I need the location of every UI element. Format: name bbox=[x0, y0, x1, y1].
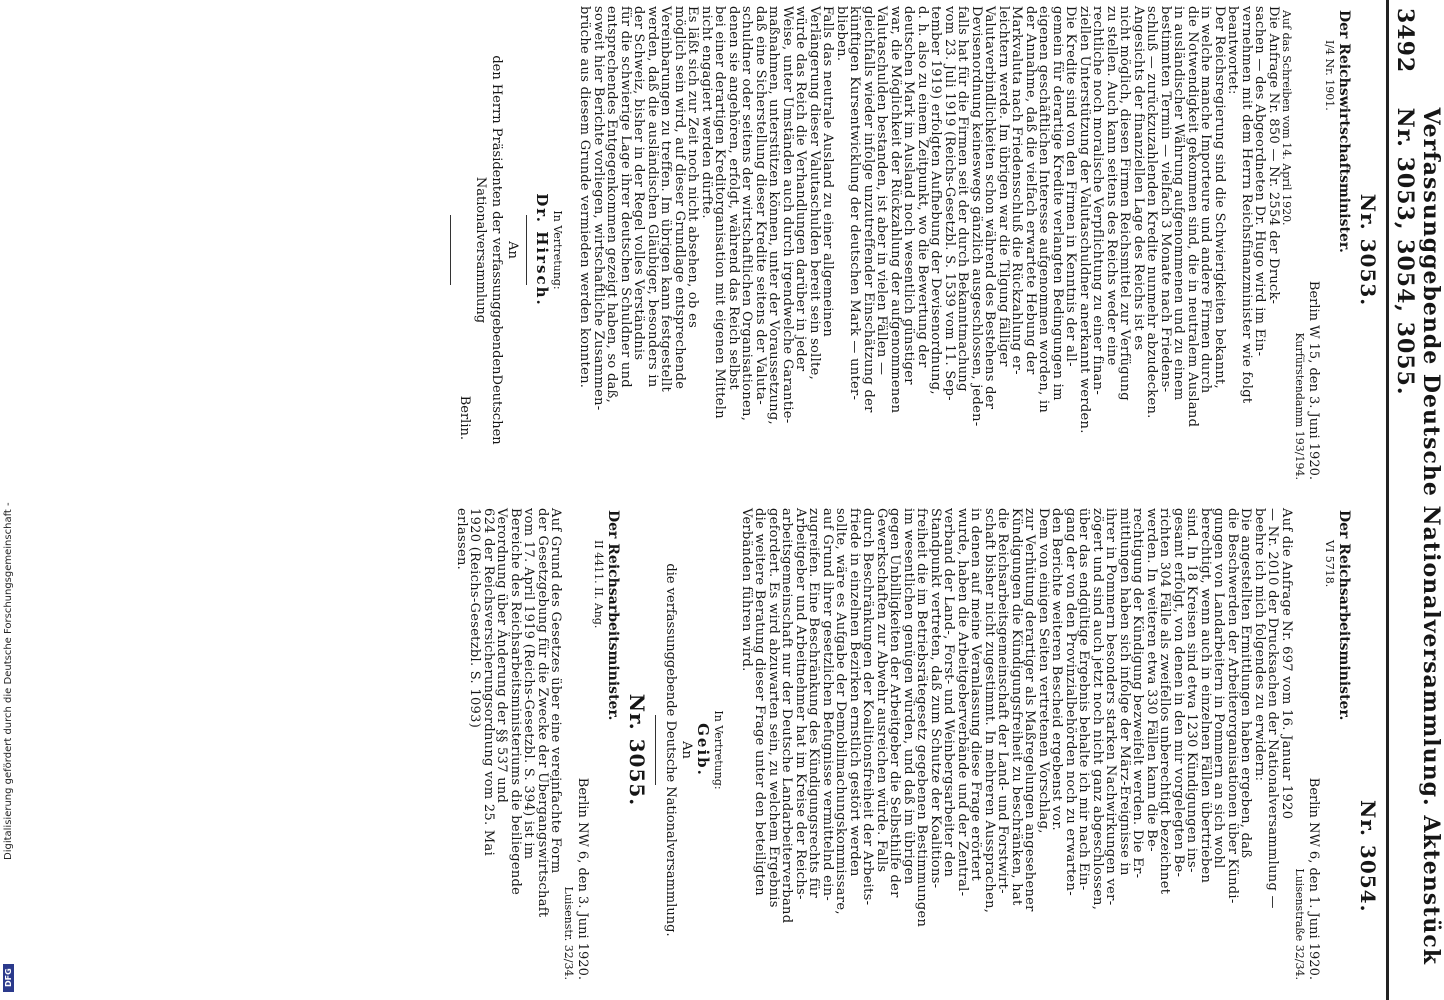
text-line: Vereinbarungen zu treffen. Im übrigen kann festgestellt bbox=[658, 6, 674, 393]
authority: Der Reichsarbeitsminister. bbox=[1336, 510, 1352, 721]
text-line: denen sie angehören, erfolgt, während das Reich selbst bbox=[726, 6, 741, 390]
text-line: wurde, haben die Arbeitgeberverbände und der Zentral- bbox=[955, 508, 970, 897]
text-line: Kündigungen die Kündigungsfreiheit zu beschränken, hat bbox=[1009, 508, 1024, 906]
right-column bbox=[455, 500, 1385, 1000]
text-line: maßnahmen, unterstützen können, unter der Voraussetzung, bbox=[766, 6, 782, 425]
text-line: Devisenordnung keineswegs gänzlich ausgeschlossen, jeden- bbox=[969, 6, 984, 427]
addressee-block bbox=[472, 0, 520, 500]
text-line: tember 1919) erfolgten Aufhebung der Devisenordnung, bbox=[928, 6, 944, 395]
street-address: Kurfürstendamm 193/194. bbox=[1293, 332, 1306, 480]
vertretung-label: In Vertretung: bbox=[551, 210, 564, 290]
text-line: brüche aus diesem Grunde vermieden werden konnten. bbox=[577, 6, 593, 389]
street-address: Luisenstraße 32/34. bbox=[1293, 868, 1306, 980]
reference-number: II 4411. II. Ang. bbox=[592, 540, 606, 629]
text-line: rechtliche noch moralische Verpflichtung zu einer finan- bbox=[1090, 6, 1106, 396]
text-line: gesamt erfolgt, von denen in den mir vorgelegten Be- bbox=[1171, 508, 1186, 878]
text-line: Die Anfrage Nr. 850 — Nr. 2554 der Druck- bbox=[1266, 6, 1281, 305]
text-line: ziellen Unterstützung der Valutaschuldner anerkannt werden. bbox=[1077, 6, 1092, 434]
text-line: Verlängerung dieser Valutaschulden bereit sein sollte, bbox=[807, 6, 822, 381]
paragraph bbox=[700, 0, 835, 500]
separator bbox=[656, 715, 657, 785]
dfg-logo: DFG bbox=[3, 964, 14, 992]
text-line: berechtigt, wenn auch in einzelnen Fällen übertrieben bbox=[1198, 508, 1213, 884]
text-line: arbeitsgemeinschaft nur der Deutsche Landarbeiterverband bbox=[779, 508, 795, 924]
reference-number: VI 5718. bbox=[1323, 540, 1336, 588]
text-line: über das endgültige Ergebnis behalte ich mir nach Ein- bbox=[1076, 508, 1092, 891]
paragraph bbox=[578, 0, 700, 500]
text-line: gungen von Landarbeitern in Pommern an sich wohl bbox=[1211, 508, 1227, 869]
document-number-3055: Nr. 3055. bbox=[625, 693, 650, 807]
text-line: Angesichts der finanziellen Lage des Reichs ist es bbox=[1131, 6, 1146, 351]
text-line: soweit hier Berichte vorliegen, wirtschaftliche Zusammen- bbox=[591, 6, 606, 411]
signature: Geib. bbox=[694, 723, 713, 777]
digitization-credit bbox=[3, 0, 14, 988]
text-line: gleichfalls wieder infolge unzutreffender Einschätzung der bbox=[861, 6, 876, 413]
text-line: zu stellen. Auch kann seitens des Reichs weder eine bbox=[1104, 6, 1119, 366]
text-line: der Gesetzgebung für die Zwecke der Übergangswirtschaft bbox=[535, 508, 550, 918]
city: Berlin. bbox=[457, 395, 472, 440]
text-line: in welche manche Importeure und andere Firmen durch bbox=[1198, 6, 1214, 394]
text-line: freiheit die im Betriebsrätegesetz gegebenen Bestimmungen bbox=[914, 508, 930, 928]
text-line: die Reichsarbeitsgemeinschaft der Land- und Forstwirt- bbox=[995, 508, 1011, 894]
paragraph bbox=[1253, 500, 1294, 1000]
text-line: vom 23. Juli 1919 (Reichs-Gesetzbl. S. 1539 vom 11. Sep- bbox=[942, 6, 957, 401]
text-line: vernehmen mit dem Herrn Reichsfinanzminister wie folgt bbox=[1239, 6, 1254, 404]
street-address: Luisenstr. 32/34. bbox=[562, 886, 576, 980]
credit-text: Digitalisierung gefördert durch die Deutsche Forschungsgemeinschaft - bbox=[3, 502, 14, 860]
vertretung-label: In Vertretung: bbox=[712, 710, 726, 790]
text-line: Standpunkt vertreten, daß zum Schutze der Koalitions- bbox=[928, 508, 943, 889]
text-line: — Nr. 2010 der Drucksachen der Nationalversammlung — bbox=[1265, 508, 1281, 909]
text-line: schluß — zurückzuzahlenden Kredite nunmehr abzudecken. bbox=[1144, 6, 1160, 419]
text-line: gefordert. Es wird abzuwarten sein, zu welchem Ergebnis bbox=[766, 508, 781, 908]
text-line: schuldner oder seitens der wirtschaftlichen Organisationen, bbox=[739, 6, 755, 422]
paragraph bbox=[455, 500, 563, 1000]
text-line: bei einer derartigen Kreditorganisation mit eigenen Mitteln bbox=[712, 6, 728, 419]
text-line: mittlungen haben sich infolge der März-Ereignisse in bbox=[1117, 508, 1132, 876]
text-line: beehre ich mich folgendes zu erwidern: bbox=[1252, 508, 1267, 782]
text-line: richten 304 Fälle als zweifellos unberechtigt bezeichnet bbox=[1157, 508, 1173, 895]
addressee-an: An bbox=[505, 241, 520, 259]
text-line: 624 der Reichsversicherungsordnung vom 25. Mai bbox=[481, 508, 496, 857]
text-line: 1920 (Reichs-Gesetzbl. S. 1093) bbox=[467, 508, 483, 729]
text-line: friede in einzelnen Bezirken ernstlich gestört werden bbox=[847, 508, 862, 877]
text-line: Valutaverbindlichkeiten schon während des Bestehens der bbox=[982, 6, 998, 410]
text-line: würde das Reich die Verhandlungen darüber in jeder bbox=[793, 6, 809, 372]
text-line: möglich sein wird, auf dieser Grundlage entsprechende bbox=[672, 6, 687, 390]
text-line: deutschen Mark im Ausland noch wesentlich günstiger bbox=[901, 6, 917, 385]
text-line: durch Beschränkungen der Koalitionsfreiheit der Arbeits- bbox=[860, 508, 876, 906]
text-line: Gewerkschaften zur Abwehr ausreichen würde. Falls bbox=[874, 508, 889, 873]
text-line: sind. In 18 Kreisen sind etwa 1230 Kündigungen ins- bbox=[1184, 508, 1200, 873]
text-line: den Berichte weiteren Bescheid ergebenst vor. bbox=[1049, 508, 1065, 831]
preamble: Auf das Schreiben vom 14. April 1920. bbox=[1280, 10, 1293, 226]
text-line: auf Grund ihrer gesetzlichen Befugnisse vermittelnd ein- bbox=[820, 508, 835, 901]
text-line: Verordnung über Änderung der §§ 537 und bbox=[494, 508, 510, 804]
document-number-3053: Nr. 3053. bbox=[1356, 193, 1380, 307]
text-line: Valutaschulden bestanden, ist aber in vielen Fällen — bbox=[874, 6, 890, 376]
signature: Dr. Hirsch. bbox=[533, 193, 551, 307]
text-line: die Beschwerden der Arbeiterorganisationen über Kündi- bbox=[1225, 508, 1240, 904]
text-line: Dem von einigen Seiten vertretenen Vorschlag, bbox=[1036, 508, 1051, 834]
text-line: sollte, wäre es Aufgabe der Demobilmachungskommissare, bbox=[833, 508, 849, 915]
text-line: Die Kredite sind von den Firmen in Kenntnis der all- bbox=[1063, 6, 1079, 367]
text-line: Die angestellten Ermittlungen haben ergeben, daß bbox=[1238, 508, 1254, 859]
addressee-lines bbox=[663, 500, 679, 1000]
reference-number: I/4 Nr. 1901. bbox=[1323, 40, 1336, 111]
header-rule bbox=[1386, 0, 1389, 1000]
text-line: der Schweiz, bisher in der Regel volles Verständnis bbox=[631, 6, 647, 361]
page-header bbox=[1392, 0, 1444, 1000]
text-line: gemein für derartige Kredite verlangten Bedingungen im bbox=[1050, 6, 1065, 401]
text-line: Weise, unter Umständen auch durch irgendwelche Garantie- bbox=[780, 6, 795, 424]
text-line: der Annahme, daß die vielfach erwartete Hebung der bbox=[1023, 6, 1038, 375]
text-line: die weitere Beratung dieser Frage unter den beteiligten bbox=[752, 508, 768, 896]
text-line: beantwortet: bbox=[1225, 6, 1241, 95]
addressee-an: An bbox=[679, 741, 695, 759]
place-date: Berlin W 15, den 3. Juni 1920. bbox=[1306, 280, 1321, 480]
text-line: Bereiche des Reichsarbeitsministeriums die beiliegende bbox=[508, 508, 523, 896]
text-line: zögert und sind auch jetzt noch nicht ganz abgeschlossen, bbox=[1090, 508, 1105, 911]
text-line: sachen — des Abgeordneten Dr. Hugo wird im Ein- bbox=[1252, 6, 1268, 357]
paragraph bbox=[1226, 0, 1280, 500]
place-date: Berlin NW 6, den 3. Juni 1920. bbox=[575, 777, 591, 980]
addressee-lines bbox=[472, 0, 504, 500]
place-date: Berlin NW 6, den 1. Juni 1920. bbox=[1306, 777, 1321, 980]
authority: Der Reichswirtschaftsminister. bbox=[1336, 10, 1352, 253]
text-line: zugreifen. Eine Beschränkung des Kündigungsrechts für bbox=[806, 508, 822, 898]
page-number: 3492 bbox=[1392, 8, 1418, 74]
text-line: schaft bisher nicht zugestimmt. In mehreren Aussprachen, bbox=[982, 508, 997, 914]
text-line: werden, daß die ausländischen Gläubiger, besonders in bbox=[645, 6, 660, 388]
paragraph bbox=[740, 500, 1051, 1000]
document-number-3054: Nr. 3054. bbox=[1356, 800, 1380, 913]
separator bbox=[526, 215, 527, 285]
text-line: nicht engagiert werden dürfte. bbox=[699, 6, 714, 219]
text-line: leichtern werde. Im übrigen war die Tilgung fälliger bbox=[996, 6, 1011, 367]
text-line: d. h. also zu einem Zeitpunkt, wo die Bewertung der bbox=[915, 6, 930, 368]
text-line: Der Reichsregierung sind die Schwierigkeiten bekannt, bbox=[1212, 6, 1227, 389]
text-line: eigenen geschäftlichen Interesse aufgenommen worden, in bbox=[1036, 6, 1052, 414]
text-line: Verbänden führen wird. bbox=[739, 508, 754, 672]
text-line: blieben. bbox=[834, 6, 849, 62]
text-line: Auf die Anfrage Nr. 697 vom 16. Januar 1920 bbox=[1279, 508, 1294, 820]
text-line: Falls das neutrale Ausland zu einer allgemeinen bbox=[820, 6, 836, 338]
text-line: daß eine Sicherstellung dieser Kredite seitens der Valuta- bbox=[753, 6, 768, 405]
text-line: gang der von den Provinzialbehörden noch zu erwarten- bbox=[1063, 508, 1078, 896]
text-line: nicht möglich, diesen Firmen Reichsmittel zur Verfügung bbox=[1117, 6, 1133, 401]
text-line: die Notwendigkeit gekommen sind, die in neutralem Ausland bbox=[1185, 6, 1200, 428]
text-line: in denen auf meine Veranlassung diese Frage erörtert bbox=[968, 508, 984, 882]
text-line: verband der Land-, Forst- und Weinbergsarbeiter den bbox=[941, 508, 957, 878]
text-line: zur Verhütung derartiger als Maßregelungen angesehener bbox=[1022, 508, 1038, 912]
addressee-block bbox=[663, 500, 695, 1000]
text-line: gegen Unbilligkeiten der Arbeitgeber die Selbsthilfe der bbox=[887, 508, 903, 898]
text-line: vom 17. April 1919 (Reichs-Gesetzbl. S. 394) ist im bbox=[521, 508, 537, 860]
page-title: Verfassunggebende Deutsche Nationalversammlung. Aktenstück Nr. 3053, 3054, 3055. bbox=[1392, 107, 1444, 965]
text-line: entsprechendes Entgegenkommen gezeigt haben, so daß, bbox=[604, 6, 620, 404]
text-line: für die schwierige Lage ihrer deutschen Schuldner und bbox=[618, 6, 633, 388]
text-line: erlassen. bbox=[454, 508, 469, 571]
text-line: ihrer in Pommern besonders starken Nachwirkungen ver- bbox=[1103, 508, 1119, 906]
text-line: im wesentlichen genügen würden, und daß im übrigen bbox=[901, 508, 916, 885]
text-line: die verfassunggebende Deutsche Nationalversammlung. bbox=[663, 563, 679, 937]
text-line: Markvaluta nach Friedensschluß die Rückzahlung er- bbox=[1009, 6, 1025, 375]
text-line: Deutschen Nationalversammlung bbox=[473, 176, 504, 445]
authority: Der Reichsarbeitsminister. bbox=[605, 510, 622, 721]
text-line: künftigen Kursentwicklung der deutschen Mark — unter- bbox=[847, 6, 863, 401]
text-line: den Herrn Präsidenten der verfassunggebenden bbox=[489, 55, 504, 375]
text-line: bestimmten Termin — vielfach 3 Monate nach Friedens- bbox=[1158, 6, 1173, 393]
text-line: falls hat für die Firmen seit der durch Bekanntmachung bbox=[955, 6, 971, 392]
text-line: in ausländischer Währung aufgenommenen und zu einem bbox=[1171, 6, 1187, 401]
paragraph bbox=[835, 0, 1227, 500]
text-line: war, die Möglichkeit der Rückzahlung der aufgenommenen bbox=[888, 6, 903, 414]
text-line: Es läßt sich zur Zeit noch nicht absehen, ob es bbox=[685, 6, 701, 329]
text-line: werden. In weiteren etwa 330 Fällen kann die Be- bbox=[1144, 508, 1159, 852]
text-line: Arbeitgeber und Arbeitnehmer hat im Kreise der Reichs- bbox=[793, 508, 808, 900]
separator bbox=[450, 215, 451, 285]
paragraph bbox=[1050, 500, 1253, 1000]
text-line: rechtigung der Kündigung bezweifelt werden. Die Er- bbox=[1130, 508, 1146, 879]
left-column bbox=[444, 0, 1384, 500]
text-line: Auf Grund des Gesetzes über eine vereinfachte Form bbox=[548, 508, 564, 874]
